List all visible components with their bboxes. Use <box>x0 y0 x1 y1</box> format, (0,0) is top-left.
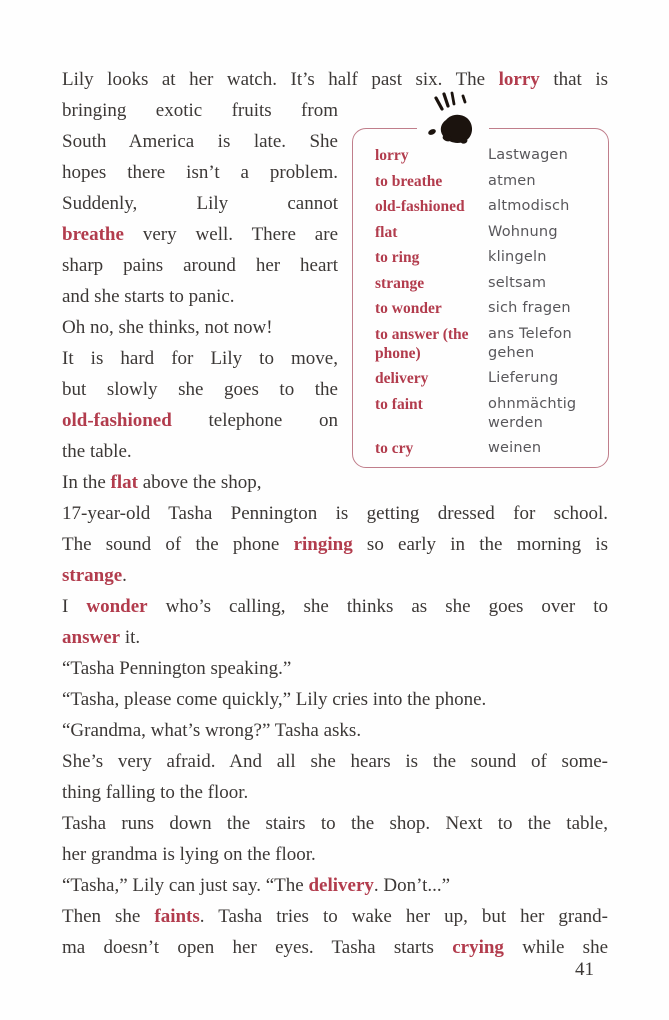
vocab-word-highlight: lorry <box>498 69 540 90</box>
story-text-segment: . Tasha tries to wake her up, but her grand- <box>199 906 608 927</box>
vocab-row <box>375 172 598 191</box>
story-text-segment: ma doesn’t open her eyes. Tasha starts <box>62 937 453 958</box>
vocab-translation: seltsam <box>488 274 547 291</box>
vocab-translation: Lieferung <box>488 370 559 386</box>
vocab-word-highlight: answer <box>62 627 121 648</box>
story-line <box>62 126 338 157</box>
story-line <box>62 591 608 622</box>
vocab-translation: Lastwagen <box>488 147 569 163</box>
story-line <box>62 281 338 312</box>
story-text-segment: her grandma is lying on the floor. <box>62 844 316 865</box>
story-text-segment: . Don’t...” <box>373 875 451 896</box>
vocab-row <box>375 223 598 242</box>
story-text-segment: Oh no, she thinks, not now! <box>62 317 273 338</box>
story-text-segment: telephone on <box>171 410 338 431</box>
story-text-segment: so early in the morning is <box>352 534 608 555</box>
vocab-word-highlight: crying <box>452 937 504 958</box>
vocab-term: lorry <box>375 147 409 164</box>
story-line <box>62 405 338 436</box>
story-line <box>62 653 608 684</box>
vocab-translation: ohnmächtig werden <box>488 395 577 431</box>
vocab-translation: altmodisch <box>488 198 570 214</box>
story-line <box>62 374 338 405</box>
story-text-segment: “Tasha, please come quickly,” Lily cries into the phone. <box>62 689 487 710</box>
story-text-segment: that is <box>539 69 608 90</box>
story-text-segment: Suddenly, Lily cannot <box>62 193 338 214</box>
story-text-segment: above the shop, <box>137 472 262 493</box>
vocab-row <box>375 299 598 318</box>
story-line <box>62 684 608 715</box>
vocab-row <box>375 325 598 363</box>
story-line <box>62 157 338 188</box>
story-line <box>62 808 608 839</box>
vocab-row <box>375 439 598 458</box>
story-text-segment: and she starts to panic. <box>62 286 235 307</box>
vocab-translation: atmen <box>488 172 536 189</box>
story-line <box>62 219 338 250</box>
vocab-term: flat <box>375 223 398 241</box>
vocab-word-highlight: wonder <box>86 596 148 617</box>
story-text-segment: while she <box>503 937 608 958</box>
story-text-segment: very well. There are <box>123 224 338 245</box>
story-text-segment: “Tasha Pennington speaking.” <box>62 658 292 679</box>
story-text-segment: South America is late. She <box>62 131 338 152</box>
story-text-segment: I <box>62 596 87 617</box>
story-line <box>62 560 608 591</box>
vocab-word-highlight: faints <box>154 906 200 927</box>
vocab-term: delivery <box>375 370 429 387</box>
vocab-term: to breathe <box>375 172 443 190</box>
story-text-segment: 17-year-old Tasha Pennington is getting dressed for school. <box>62 503 608 524</box>
story-line <box>62 250 338 281</box>
story-text-segment: Lily looks at her watch. It’s half past six. The <box>62 69 499 90</box>
vocab-word-highlight: delivery <box>308 875 374 896</box>
story-line <box>62 498 608 529</box>
vocab-translation: sich fragen <box>488 300 571 316</box>
vocab-translation: klingeln <box>488 249 547 265</box>
story-line <box>62 95 338 126</box>
story-line <box>62 312 338 343</box>
story-text-segment: “Grandma, what’s wrong?” Tasha asks. <box>62 720 362 741</box>
vocab-row <box>375 369 598 388</box>
story-line <box>62 901 608 932</box>
vocab-term: old-fashioned <box>375 198 465 215</box>
story-line <box>62 529 608 560</box>
vocab-row <box>375 146 598 165</box>
vocab-word-highlight: breathe <box>62 224 124 245</box>
vocabulary-entries <box>375 146 598 458</box>
story-text-segment: She’s very afraid. And all she hears is the sound of some- <box>62 751 608 772</box>
handprint-icon <box>422 91 482 151</box>
story-text-segment: the table. <box>62 441 132 462</box>
story-text-segment: In the <box>62 472 111 493</box>
vocab-row <box>375 197 598 216</box>
vocab-translation: Wohnung <box>488 223 558 240</box>
story-text-segment: “Tasha,” Lily can just say. “The <box>62 875 309 896</box>
story-line <box>62 870 608 901</box>
story-line <box>62 64 608 95</box>
story-text-segment: It is hard for Lily to move, <box>62 348 338 369</box>
story-text-segment: The sound of the phone <box>62 534 294 555</box>
story-text-segment: thing falling to the floor. <box>62 782 249 803</box>
story-line <box>62 715 608 746</box>
story-text-segment: . <box>122 565 127 586</box>
vocab-term: to answer (the phone) <box>375 325 469 362</box>
vocabulary-box <box>352 128 609 468</box>
story-text-segment: hopes there isn’t a problem. <box>62 162 338 183</box>
story-text-segment: sharp pains around her heart <box>62 255 338 276</box>
story-text-segment: Then she <box>62 906 155 927</box>
story-text-segment: Tasha runs down the stairs to the shop. Next to the table, <box>62 813 608 834</box>
story-line <box>62 467 338 498</box>
vocab-term: to faint <box>375 395 423 413</box>
story-text-segment: who’s calling, she thinks as she goes over to <box>147 596 608 617</box>
vocab-word-highlight: ringing <box>293 534 353 555</box>
story-line <box>62 436 338 467</box>
story-text-segment: bringing exotic fruits from <box>62 100 338 121</box>
story-line <box>62 343 338 374</box>
story-line <box>62 839 608 870</box>
vocab-row <box>375 395 598 433</box>
story-line <box>62 746 608 777</box>
story-line <box>62 777 608 808</box>
story-line <box>62 188 338 219</box>
vocab-word-highlight: strange <box>62 565 123 586</box>
vocab-term: to cry <box>375 440 414 457</box>
vocab-term: strange <box>375 274 425 292</box>
story-text-segment: it. <box>120 627 141 648</box>
vocab-word-highlight: flat <box>110 472 138 493</box>
vocab-translation: weinen <box>488 440 542 456</box>
story-text-segment: but slowly she goes to the <box>62 379 338 400</box>
vocab-term: to wonder <box>375 300 442 317</box>
page-number: 41 <box>575 959 594 980</box>
story-line <box>62 622 608 653</box>
vocab-translation: ans Telefon gehen <box>488 325 572 361</box>
vocab-word-highlight: old-fashioned <box>62 410 172 431</box>
story-line <box>62 932 608 963</box>
vocab-row <box>375 274 598 293</box>
vocab-row <box>375 248 598 267</box>
vocab-term: to ring <box>375 249 420 266</box>
